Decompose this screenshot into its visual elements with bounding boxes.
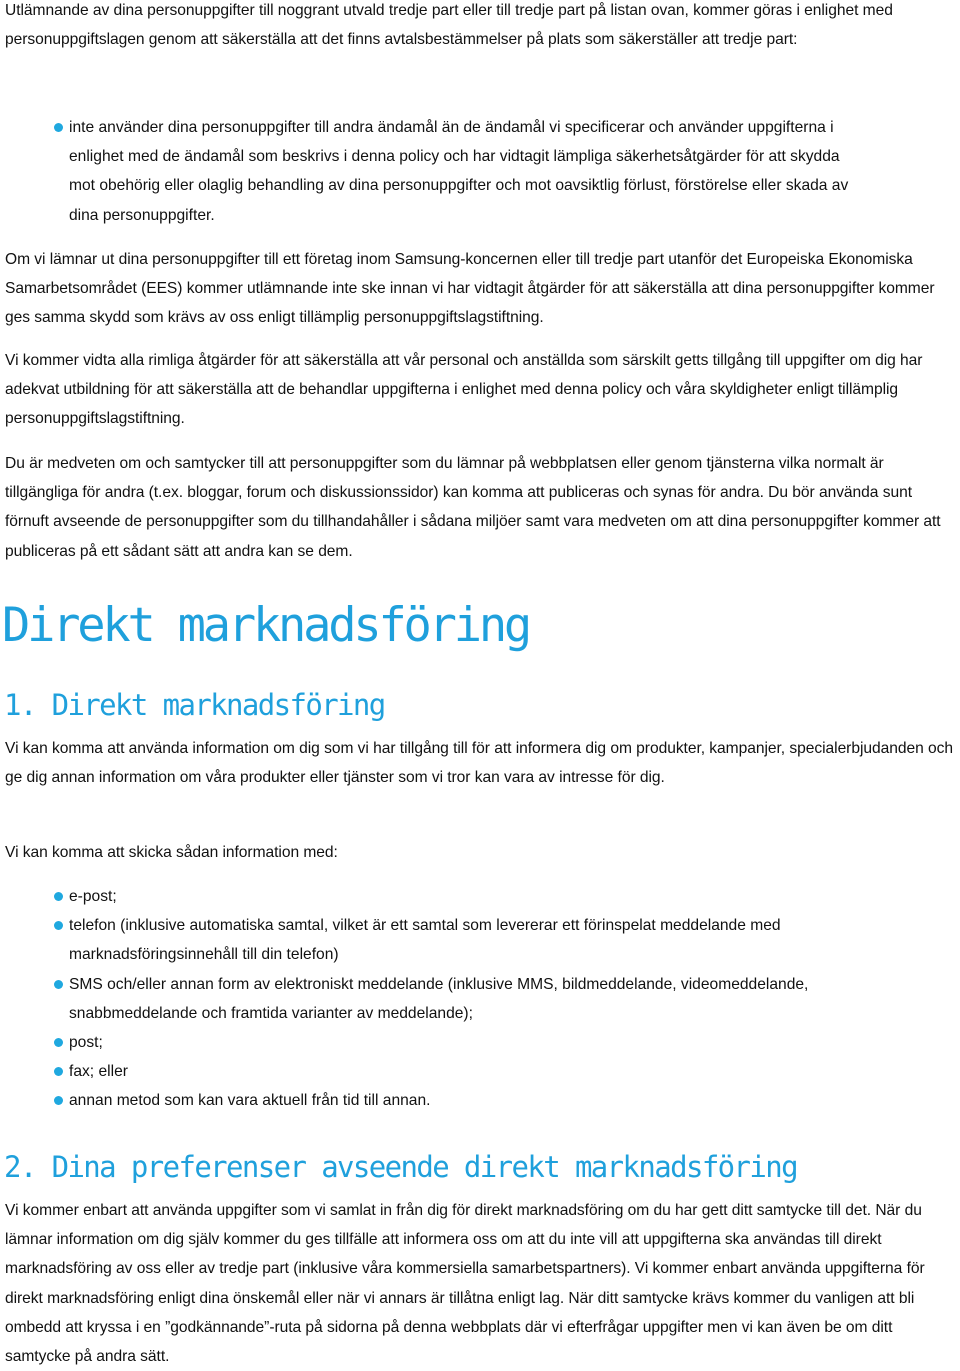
subsection-1-title: 1. Direkt marknadsföring: [4, 688, 385, 722]
bullet-dot-icon: [54, 980, 63, 989]
list-item-text: SMS och/eller annan form av elektroniskt meddelande (inklusive MMS, bildmeddelande, videomeddelande, snabbmeddelande och framtida varianter av meddelande);: [69, 975, 809, 1022]
bullet-dot-icon: [54, 1096, 63, 1105]
list-item-text: fax; eller: [69, 1063, 128, 1081]
marketing-preferences-paragraph: Vi kommer enbart att använda uppgifter som vi samlat in från dig för direkt marknadsföring om du har gett ditt samtycke till det. När du lämnar information om dig själv kommer du ges tillfälle att informera oss om att du inte vill att uppgifterna ska användas till direkt marknadsföring av oss eller av tredje part (inklusive våra kommersiella samarbetspartners). Vi kommer enbart använda uppgifterna för direkt marknadsföring enligt dina önskemål eller när vi annars är tillåtna enligt lag. När ditt samtycke krävs kommer du vanligen att bli ombedd att kryssa i en ”godkännande”-ruta på sidorna på denna webbplats där vi efterfrågar uppgifter men vi kan även be om ditt samtycke på andra sätt.: [5, 1202, 925, 1366]
marketing-channels-intro: Vi kan komma att skicka sådan information med:: [5, 844, 338, 861]
bullet-dot-icon: [54, 1038, 63, 1047]
list-item-text: annan metod som kan vara aktuell från tid till annan.: [69, 1092, 431, 1110]
transfer-outside-ees-paragraph: Om vi lämnar ut dina personuppgifter till ett företag inom Samsung-koncernen eller till tredje part utanför det Europeiska Ekonomiska Samarbetsområdet (EES) kommer utlämnande inte ske innan vi har vidtagit åtgärder för att säkerställa att dina personuppgifter kommer ges samma skydd som krävs av oss enligt tillämplig personuppgiftslagstiftning.: [5, 251, 935, 327]
marketing-channels-list: [0, 882, 869, 1116]
list-item: [0, 1028, 869, 1057]
list-item-text: e-post;: [69, 888, 117, 905]
list-item: [0, 1057, 869, 1086]
list-item-text: post;: [69, 1034, 103, 1052]
marketing-info-paragraph: Vi kan komma att använda information om dig som vi har tillgång till för att informera dig om produkter, kampanjer, specialerbjudanden och ge dig annan information om våra produkter eller tjänster som vi tror kan vara av intresse för dig.: [5, 740, 953, 787]
list-item: [0, 911, 869, 969]
bullet-dot-icon: [54, 1067, 63, 1076]
intro-paragraph: Utlämnande av dina personuppgifter till noggrant utvald tredje part eller till tredje part på listan ovan, kommer göras i enlighet med personuppgiftslagen genom att säkerställa att det finns avtalsbestämmelser på plats som säkerställer att tredje part:: [5, 2, 893, 49]
bullet-dot-icon: [54, 921, 63, 930]
section-title: Direkt marknadsföring: [2, 598, 530, 653]
list-item-text: telefon (inklusive automatiska samtal, vilket är ett samtal som levererar ett förinspelat meddelande med marknadsföringsinnehåll till din telefon): [69, 917, 781, 964]
list-item-text: inte använder dina personuppgifter till andra ändamål än de ändamål vi specificerar och använder uppgifterna i enlighet med de ändamål som beskrivs i denna policy och har vidtagit lämpliga säkerhetsåtgärder för att skydda mot obehörig eller olaglig behandling av dina personuppgifter och mot oavsiktlig förlust, förstörelse eller skada av dina personuppgifter.: [69, 119, 849, 224]
staff-training-paragraph: Vi kommer vidta alla rimliga åtgärder för att säkerställa att vår personal och anställda som särskilt getts tillgång till uppgifter om dig har adekvat utbildning för att säkerställa att de behandlar uppgifterna i enlighet med denna policy och våra skyldigheter enligt tillämplig personuppgiftslagstiftning.: [5, 352, 923, 428]
list-item: [0, 970, 869, 1028]
public-content-paragraph: Du är medveten om och samtycker till att personuppgifter som du lämnar på webbplatsen eller genom tjänsterna vilka normalt är tillgängliga för andra (t.ex. bloggar, forum och diskussionssidor) kan komma att publiceras och synas för andra. Du bör använda sunt förnuft avseende de personuppgifter som du tillhandahåller i sådana miljöer samt vara medveten om att dina personuppgifter kommer att publiceras på ett sådant sätt att andra kan se dem.: [5, 455, 941, 560]
subsection-2-title: 2. Dina preferenser avseende direkt marknadsföring: [4, 1150, 797, 1184]
third-party-requirements-list: [0, 113, 869, 230]
list-item: [0, 1086, 869, 1115]
bullet-dot-icon: [54, 892, 63, 901]
bullet-dot-icon: [54, 123, 63, 132]
list-item: [0, 113, 869, 230]
list-item: [0, 882, 869, 911]
